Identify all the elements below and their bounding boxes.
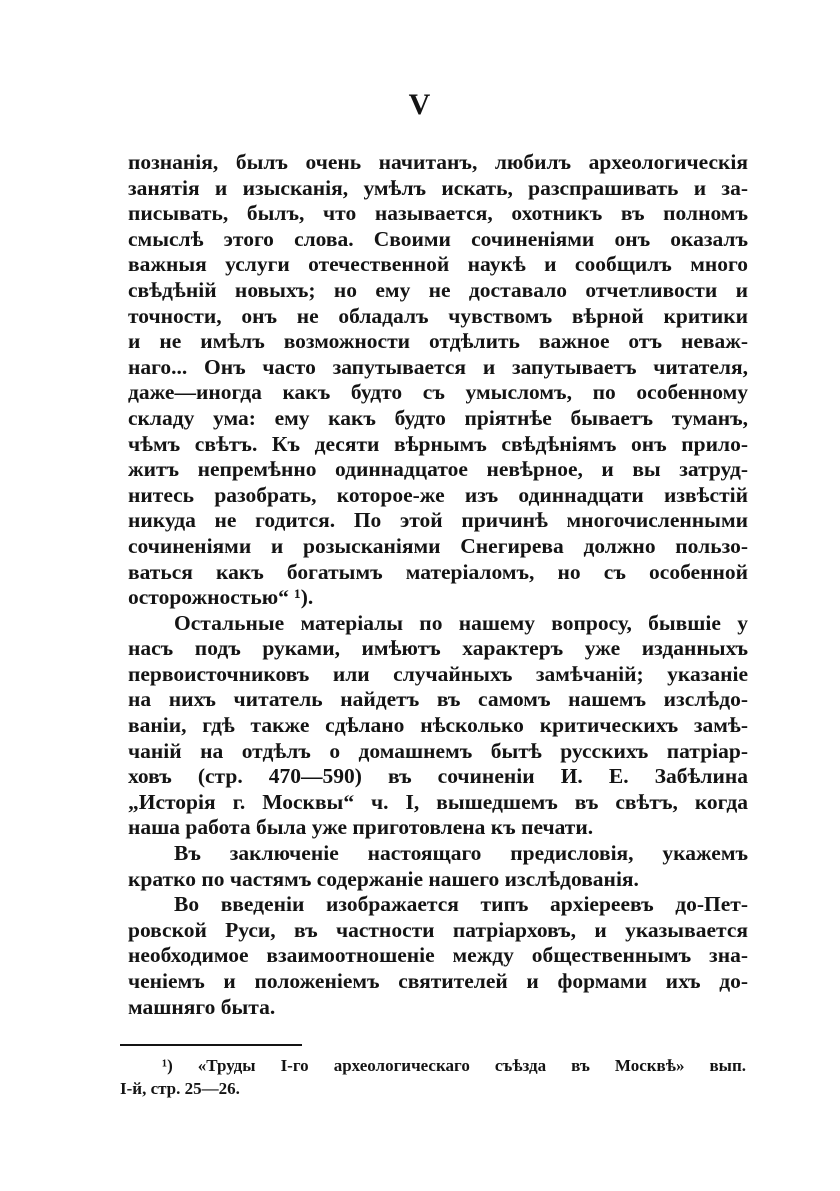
text-line: необходимое взаимоотношеніе между общественнымъ зна- xyxy=(128,943,748,968)
text-line: житъ непремѣнно одиннадцатое невѣрное, и вы затруд- xyxy=(128,457,748,482)
text-line: точности, онъ не обладалъ чувствомъ вѣрной критики xyxy=(128,303,748,328)
text-line: на нихъ читатель найдетъ въ самомъ нашемъ изслѣдо- xyxy=(128,687,748,712)
footnote-line: ¹) «Труды I-го археологическаго съѣзда въ Москвѣ» вып. xyxy=(162,1056,746,1075)
text-line: писывать, былъ, что называется, охотникъ въ полномъ xyxy=(128,201,748,226)
text-line-paragraph-end: осторожностью“ ¹). xyxy=(128,585,314,610)
footnote-line: I-й, стр. 25—26. xyxy=(120,1079,240,1098)
text-line: ваніи, гдѣ также сдѣлано нѣсколько критическихъ замѣ- xyxy=(128,713,748,738)
text-line: занятія и изысканія, умѣлъ искать, разспрашивать и за- xyxy=(128,175,748,200)
text-line: насъ подъ руками, имѣютъ характеръ уже изданныхъ xyxy=(128,636,748,661)
text-line: ховъ (стр. 470—590) въ сочиненіи И. Е. Забѣлина xyxy=(128,764,748,789)
text-line: ваться какъ богатымъ матеріаломъ, но съ особенной xyxy=(128,559,748,584)
body-text xyxy=(128,150,748,1020)
text-line: познанія, былъ очень начитанъ, любилъ археологическія xyxy=(128,150,748,174)
text-line-paragraph-end: наша работа была уже приготовлена къ печати. xyxy=(128,815,594,840)
text-line: нитесь разобрать, которое-же изъ одиннадцати извѣстій xyxy=(128,482,748,507)
text-line: складу ума: ему какъ будто пріятнѣе бываетъ туманъ, xyxy=(128,405,748,430)
text-line: сочиненіями и розысканіями Снегирева должно пользо- xyxy=(128,533,748,558)
text-line-paragraph-start: Во введеніи изображается типъ архіереевъ до-Пет- xyxy=(174,892,748,917)
text-line: никуда не годится. По этой причинѣ многочисленными xyxy=(128,508,748,533)
text-line: чаній на отдѣлъ о домашнемъ бытѣ русскихъ патріар- xyxy=(128,738,748,763)
text-line: свѣдѣній новыхъ; но ему не доставало отчетливости и xyxy=(128,277,748,302)
text-line: смыслѣ этого слова. Своими сочиненіями онъ оказалъ xyxy=(128,226,748,251)
text-line-paragraph-end: машняго быта. xyxy=(128,994,276,1019)
text-line-paragraph-start: Въ заключеніе настоящаго предисловія, укажемъ xyxy=(174,841,748,866)
text-line: ченіемъ и положеніемъ святителей и формами ихъ до- xyxy=(128,969,748,993)
text-line: важныя услуги отечественной наукѣ и сообщилъ много xyxy=(128,252,748,277)
text-line: даже—иногда какъ будто съ умысломъ, по особенному xyxy=(128,380,748,405)
footnote-divider xyxy=(120,1044,302,1046)
page-number: V xyxy=(408,88,432,121)
text-line: наго... Онъ часто запутывается и запутываетъ читателя, xyxy=(128,354,748,379)
text-line-paragraph-start: Остальные матеріалы по нашему вопросу, бывшіе у xyxy=(174,610,748,635)
footnote xyxy=(120,1054,746,1100)
text-line-paragraph-end: кратко по частямъ содержаніе нашего изслѣдованія. xyxy=(128,866,639,891)
text-line: чѣмъ свѣтъ. Къ десяти вѣрнымъ свѣдѣніямъ онъ прило- xyxy=(128,431,748,456)
text-line: „Исторія г. Москвы“ ч. I, вышедшемъ въ свѣтъ, когда xyxy=(128,789,748,814)
text-line: первоисточниковъ или случайныхъ замѣчаній; указаніе xyxy=(128,661,748,686)
text-line: и не имѣлъ возможности отдѣлить важное отъ невaж- xyxy=(128,329,748,354)
text-line: ровской Руси, въ частности патріарховъ, и указывается xyxy=(128,917,748,942)
